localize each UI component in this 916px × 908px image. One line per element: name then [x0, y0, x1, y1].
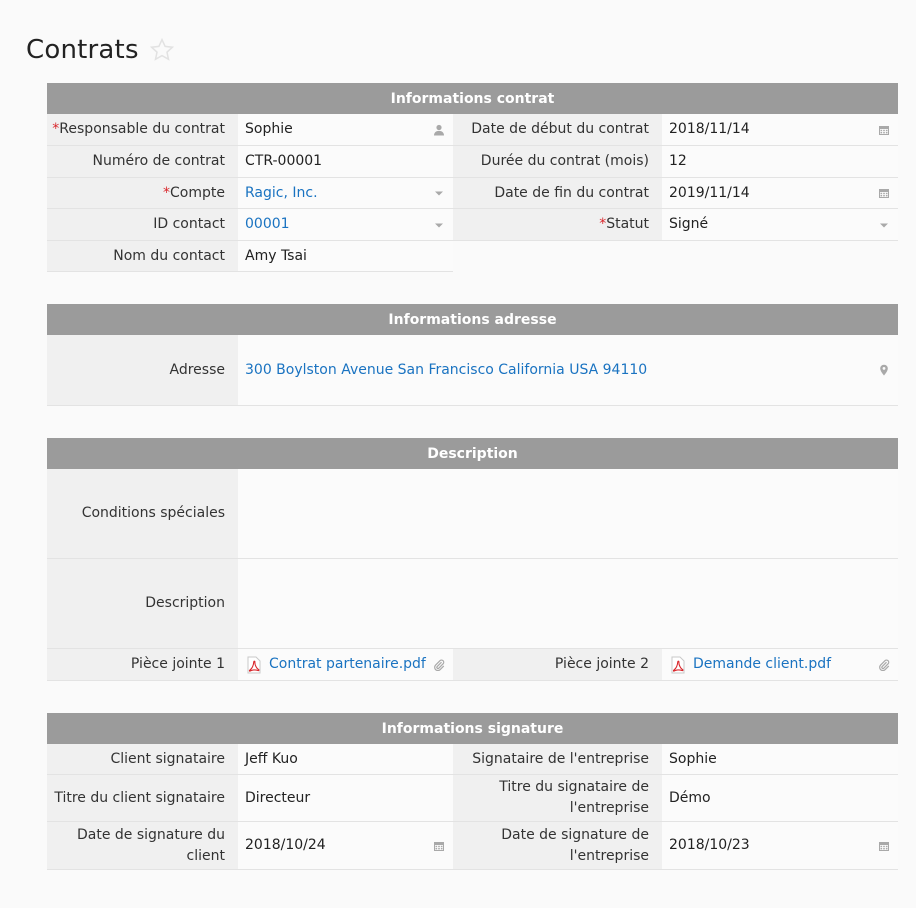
- attachment1-field[interactable]: [238, 649, 453, 680]
- calendar-icon[interactable]: [878, 187, 890, 199]
- end-date-value: 2019/11/14: [669, 184, 750, 201]
- description-label: Description: [47, 559, 238, 648]
- client-date-value: 2018/10/24: [245, 837, 326, 853]
- conditions-field[interactable]: [238, 469, 898, 558]
- signature-section: [47, 713, 898, 870]
- company-title-value: Démo: [669, 789, 711, 806]
- dropdown-arrow-icon[interactable]: [433, 187, 445, 199]
- form-row: [47, 469, 898, 559]
- person-icon[interactable]: [433, 124, 445, 136]
- form-row: [47, 559, 898, 649]
- form-row: [47, 744, 898, 775]
- form-row: [47, 822, 898, 870]
- status-value: Signé: [669, 216, 709, 232]
- contact-id-link[interactable]: 00001: [245, 216, 290, 232]
- attachment1-label: Pièce jointe 1: [47, 649, 238, 680]
- end-date-field[interactable]: [662, 178, 898, 208]
- account-label: [47, 178, 238, 208]
- dropdown-arrow-icon[interactable]: [878, 219, 890, 231]
- client-signer-label: Client signataire: [47, 744, 238, 774]
- company-date-field[interactable]: [662, 822, 898, 869]
- calendar-icon[interactable]: [878, 124, 890, 136]
- account-link[interactable]: Ragic, Inc.: [245, 184, 318, 201]
- form-row: [47, 335, 898, 406]
- attachment2-link[interactable]: Demande client.pdf: [693, 656, 832, 672]
- form-row: [47, 775, 898, 822]
- form-row: [47, 241, 898, 272]
- form-row: [47, 178, 898, 209]
- start-date-value: 2018/11/14: [669, 121, 750, 137]
- form-row: [47, 114, 898, 146]
- company-title-field[interactable]: [662, 775, 898, 821]
- required-mark: *: [599, 216, 607, 232]
- attachment1-link[interactable]: Contrat partenaire.pdf: [269, 656, 426, 672]
- description-section: [47, 438, 898, 681]
- status-select[interactable]: [662, 209, 898, 240]
- form-row: [47, 209, 898, 241]
- address-field[interactable]: [238, 335, 898, 405]
- section-header: Informations adresse: [47, 304, 898, 335]
- client-signer-value: Jeff Kuo: [245, 750, 298, 767]
- address-section: [47, 304, 898, 406]
- contract-section: [47, 83, 898, 272]
- company-date-label: Date de signature de l'entreprise: [453, 822, 662, 869]
- section-header: Informations contrat: [47, 83, 898, 114]
- pdf-icon: [245, 656, 263, 674]
- company-date-value: 2018/10/23: [669, 837, 750, 853]
- duration-label: Durée du contrat (mois): [453, 146, 662, 177]
- pdf-icon: [669, 656, 687, 674]
- owner-label-text: Responsable du contrat: [59, 121, 225, 137]
- owner-label: [47, 114, 238, 145]
- page-header: [26, 32, 175, 68]
- contact-name-value: Amy Tsai: [245, 247, 307, 264]
- client-title-value: Directeur: [245, 789, 311, 806]
- address-link[interactable]: 300 Boylston Avenue San Francisco California USA 94110: [245, 361, 648, 378]
- form-row: [47, 146, 898, 178]
- duration-value: 12: [669, 153, 687, 169]
- address-label: Adresse: [47, 335, 238, 405]
- status-label-text: Statut: [606, 216, 649, 232]
- account-label-text: Compte: [170, 184, 225, 201]
- company-signer-value: Sophie: [669, 750, 717, 767]
- section-header: Informations signature: [47, 713, 898, 744]
- client-title-field[interactable]: [238, 775, 453, 821]
- attachment2-field[interactable]: [662, 649, 898, 680]
- required-mark: *: [52, 121, 60, 137]
- company-signer-field[interactable]: [662, 744, 898, 774]
- required-mark: *: [163, 184, 171, 201]
- contact-name-label: Nom du contact: [47, 241, 238, 272]
- star-icon[interactable]: [149, 37, 175, 63]
- company-signer-label: Signataire de l'entreprise: [453, 744, 662, 774]
- company-title-label: Titre du signataire de l'entreprise: [453, 775, 662, 821]
- dropdown-arrow-icon[interactable]: [433, 219, 445, 231]
- client-date-field[interactable]: [238, 822, 453, 869]
- paperclip-icon[interactable]: [433, 659, 445, 671]
- section-header: Description: [47, 438, 898, 469]
- page-title: Contrats: [26, 35, 139, 65]
- contract-number-label: Numéro de contrat: [47, 146, 238, 177]
- owner-value: Sophie: [245, 121, 293, 137]
- calendar-icon[interactable]: [878, 840, 890, 852]
- calendar-icon[interactable]: [433, 840, 445, 852]
- start-date-field[interactable]: [662, 114, 898, 145]
- map-pin-icon[interactable]: [878, 364, 890, 376]
- description-field[interactable]: [238, 559, 898, 648]
- client-title-label: Titre du client signataire: [47, 775, 238, 821]
- owner-field[interactable]: [238, 114, 453, 145]
- paperclip-icon[interactable]: [878, 659, 890, 671]
- client-date-label: Date de signature du client: [47, 822, 238, 869]
- contract-number-value: CTR-00001: [245, 153, 323, 169]
- start-date-label: Date de début du contrat: [453, 114, 662, 145]
- form-row: [47, 649, 898, 681]
- client-signer-field[interactable]: [238, 744, 453, 774]
- contact-id-field[interactable]: [238, 209, 453, 240]
- conditions-label: Conditions spéciales: [47, 469, 238, 558]
- end-date-label: Date de fin du contrat: [453, 178, 662, 208]
- account-field[interactable]: [238, 178, 453, 208]
- contact-id-label: ID contact: [47, 209, 238, 240]
- contract-number-field[interactable]: [238, 146, 453, 177]
- status-label: [453, 209, 662, 240]
- contact-name-field[interactable]: [238, 241, 453, 272]
- attachment2-label: Pièce jointe 2: [453, 649, 662, 680]
- duration-field[interactable]: [662, 146, 898, 177]
